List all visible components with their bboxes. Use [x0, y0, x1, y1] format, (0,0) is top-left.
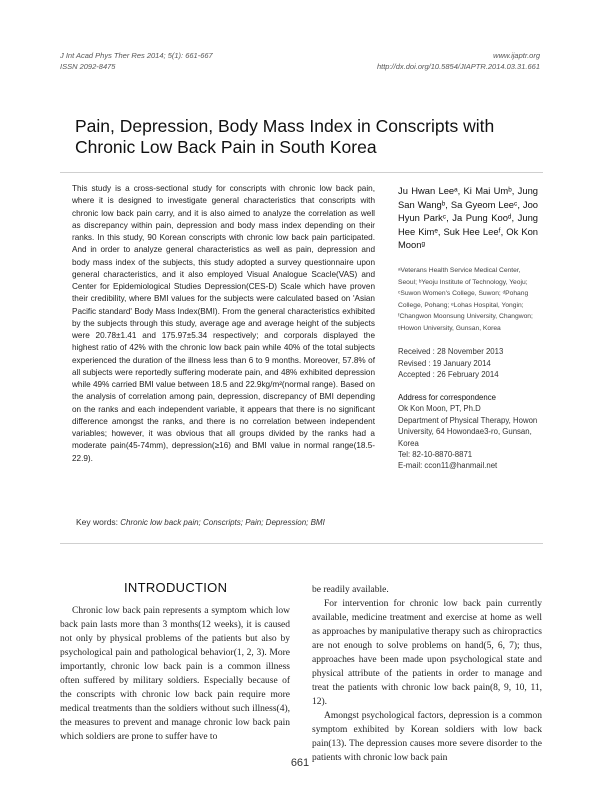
intro-paragraph: Amongst psychological factors, depression is a common symptom exhibited by Korean soldiers with low back pain(13). The depression causes more severe disorder to the patients with chronic low back pain — [312, 711, 542, 763]
revised-date: Revised : 19 January 2014 — [398, 358, 491, 368]
keywords-value: Chronic low back pain; Conscripts; Pain; Depression; BMI — [120, 518, 325, 527]
intro-paragraph: For intervention for chronic low back pain currently available, medicine treatment and exercise at home as well as approaches by manipulative therapy such as chiropractics are not enough to solve problems on hand(5, 6, 7); thus, approaches have been made upon psychological state and physical attribute of the patients in order to manage and treat the patients with chronic low back pain(8, 9, 10, 11, 12). — [312, 599, 542, 707]
received-date: Received : 28 November 2013 — [398, 347, 504, 356]
keywords-label: Key words: — [76, 517, 119, 527]
correspondence-email[interactable]: E-mail: ccon11@hanmail.net — [398, 461, 498, 471]
intro-paragraph-continued: be readily available. — [312, 585, 389, 595]
journal-citation: J Int Acad Phys Ther Res 2014; 5(1): 661-667 — [60, 51, 213, 60]
correspondence-address: Department of Physical Therapy, Howon University, 64 Howondae3-ro, Gunsan, Korea — [398, 415, 538, 448]
issn: ISSN 2092-8475 — [60, 62, 116, 71]
author-list: Ju Hwan Leeᵃ, Ki Mai Umᵇ, Jung San Wangᵇ, Sa Gyeom Leeᶜ, Joo Hyun Parkᶜ, Ja Pung Kooᵈ, Jung Hee Kimᵉ, Suk Hee Leeᶠ, Ok Kon Moonᵍ — [398, 185, 538, 251]
journal-header-right — [377, 50, 540, 72]
article-title: Pain, Depression, Body Mass Index in Conscripts with Chronic Low Back Pain in South Korea — [75, 116, 495, 157]
keywords — [76, 517, 325, 527]
intro-column-left — [60, 604, 290, 744]
correspondence — [398, 392, 543, 472]
correspondence-heading: Address for correspondence — [398, 393, 496, 402]
affiliations: ᵃVeterans Health Service Medical Center, Seoul; ᵇYeoju Institute of Technology, Yeoju; ᶜSuwon Women's College, Suwon; ᵈPohang College, Pohang; ᵉLohas Hospital, Yongin; ᶠChangwon Moonsung University, Changwon; ᵍHowon University, Gunsan, Korea — [398, 267, 533, 332]
intro-column-right — [312, 583, 542, 765]
doi-link[interactable]: http://dx.doi.org/10.5854/JIAPTR.2014.03.31.661 — [376, 62, 540, 71]
article-dates — [398, 346, 538, 381]
accepted-date: Accepted : 26 February 2014 — [398, 370, 499, 379]
intro-paragraph: Chronic low back pain represents a symptom which low back pain lasts more than 3 months(12 weeks), it is caused not only by physical problems of the patients but also by psychological pain and pathological behavior(1, 2, 3). More importantly, chronic low back pain is a common illness often suffered by military soldiers. Especially because of the conscripts with chronic low back pain require more medical treatments than the soldiers without such illness(4), the measures to prevent and manage chronic low back pain which soldiers are prone to suffer have to — [60, 606, 290, 742]
page-number: 661 — [290, 757, 310, 769]
abstract-box — [60, 172, 543, 544]
correspondence-tel: Tel: 82-10-8870-8871 — [398, 450, 473, 460]
abstract-text: This study is a cross-sectional study for conscripts with chronic low back pain, where it is designed to investigate general characteristics that conscripts with chronic low back pain carry, and it is also aimed to analyze the correlation as well as discrepancy within pain, depression and body mass index depending on their ranks. In this study, 90 Korean conscripts with chronic low back pain participated. And in order to analyze general characteristics as well as pain, depression and body mass index of the subjects, this study adopted a survey questionnaire upon general characteristics, and it also employed Visual Analogue Scacle(VAS) and Center for Epidemiological Studies Depression(CES-D) Scale which have proven their credibility, where BMI values for the subjects were calculated based on 'Asian Pacific standard' Body Mass Index(BMI). From the general characteristics exhibited by the subjects through this study, average age and average height of the subjects were 20.78±1.41 and 175.97±5.34 respectively; and corporals displayed the highest ratio of 42% with the chronic low back pain while 40% of the total subjects experienced the duration of the illness less than 6 to 9 months. Moreover, 57.8% of all subjects were reportedly suffering moderate pain, and 48% exhibited depression while 49% carried BMI value between 18.5 and 22.9kg/m²(normal range). Based on the analysis of correlation among pain, depression, discrepancy of BMI depending on the ranks and each independent variable, it appears that there is no significant difference amongst the ranks, and there is no correlation between independent variables; however, it was obvious that all groups divided by the ranks had a moderate pain(45-74mm), depression(≥16) and BMI value in normal range(18.5-22.9). — [72, 184, 375, 463]
journal-url[interactable]: www.ijaptr.org — [493, 51, 540, 60]
correspondence-name: Ok Kon Moon, PT, Ph.D — [398, 404, 481, 414]
journal-header — [60, 50, 213, 72]
introduction-heading: INTRODUCTION — [124, 580, 228, 595]
